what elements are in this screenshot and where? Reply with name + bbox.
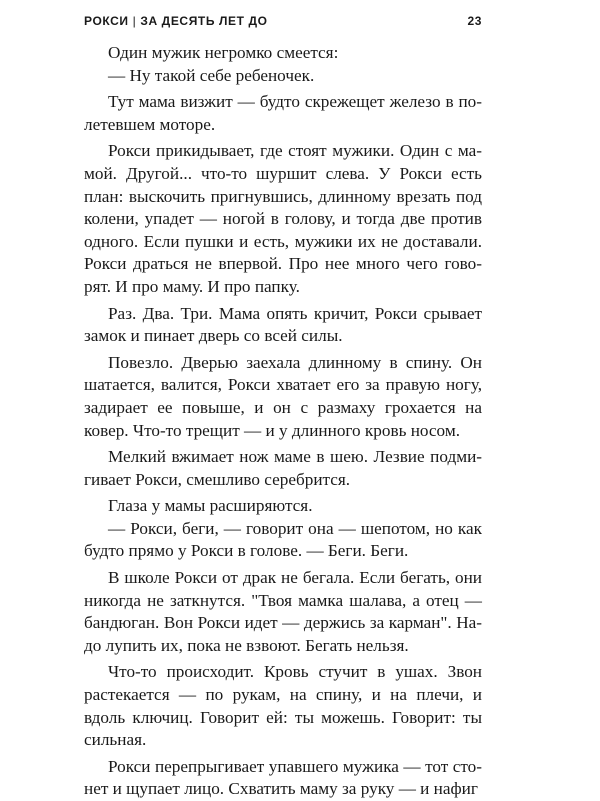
page-number: 23 bbox=[467, 14, 482, 28]
running-header bbox=[84, 12, 482, 32]
paragraph: В школе Рокси от драк не бегала. Если бегать, они никогда не заткнутся. "Твоя мамка шалава, а отец — бандюган. Вон Рокси идет — держись за карман". Надо лупить их, пока не взвоют. Бегать нельзя. bbox=[84, 568, 482, 655]
paragraph: Рокси перепрыгивает упавшего мужика — тот стонет и щупает лицо. Схватить маму за руку — и нафиг bbox=[84, 756, 482, 799]
paragraph: Раз. Два. Три. Мама опять кричит, Рокси срывает замок и пинает дверь со всей силы. bbox=[84, 303, 482, 346]
chapter-title: ЗА ДЕСЯТЬ ЛЕТ ДО bbox=[140, 14, 268, 28]
paragraph: Глаза у мамы расширяются. bbox=[108, 496, 313, 516]
paragraph: Тут мама визжит — будто скрежещет железо в полетевшем моторе. bbox=[84, 92, 482, 134]
running-head bbox=[84, 14, 268, 28]
header-separator: | bbox=[132, 14, 137, 28]
paragraph: Что-то происходит. Кровь стучит в ушах. Звон растекается — по рукам, на спину, и на плечи, и вдоль ключиц. Говорит ей: ты можешь. Говорит: ты сильная. bbox=[84, 662, 482, 750]
paragraph: Повезло. Дверью заехала длинному в спину. Он шатается, валится, Рокси хватает его за правую ногу, задирает ее повыше, и он с размаху грохается на ковер. Что-то трещит — и у длинного кровь носом. bbox=[84, 352, 482, 440]
paragraph: Мелкий вжимает нож маме в шею. Лезвие подмигивает Рокси, смешливо серебрится. bbox=[84, 447, 482, 489]
paragraph: — Ну такой себе ребеночек. bbox=[108, 65, 315, 85]
paragraph: Один мужик негромко смеется: bbox=[108, 43, 339, 62]
paragraph: Рокси прикидывает, где стоят мужики. Один с мамой. Другой... что-то шуршит слева. У Рокси есть план: выскочить пригнувшись, длинному врезать под колени, упадет — ногой в голову, и тогда две против одного. Если пушки и есть, мужики их не доставали. Рокси драться не впервой. Про нее много чего говорят. И про маму. И про папку. bbox=[84, 141, 482, 296]
book-title: РОКСИ bbox=[84, 14, 129, 28]
paragraph: — Рокси, беги, — говорит она — шепотом, но как будто прямо у Рокси в голове. — Беги. Беги. bbox=[84, 518, 482, 561]
body-text bbox=[84, 42, 482, 801]
